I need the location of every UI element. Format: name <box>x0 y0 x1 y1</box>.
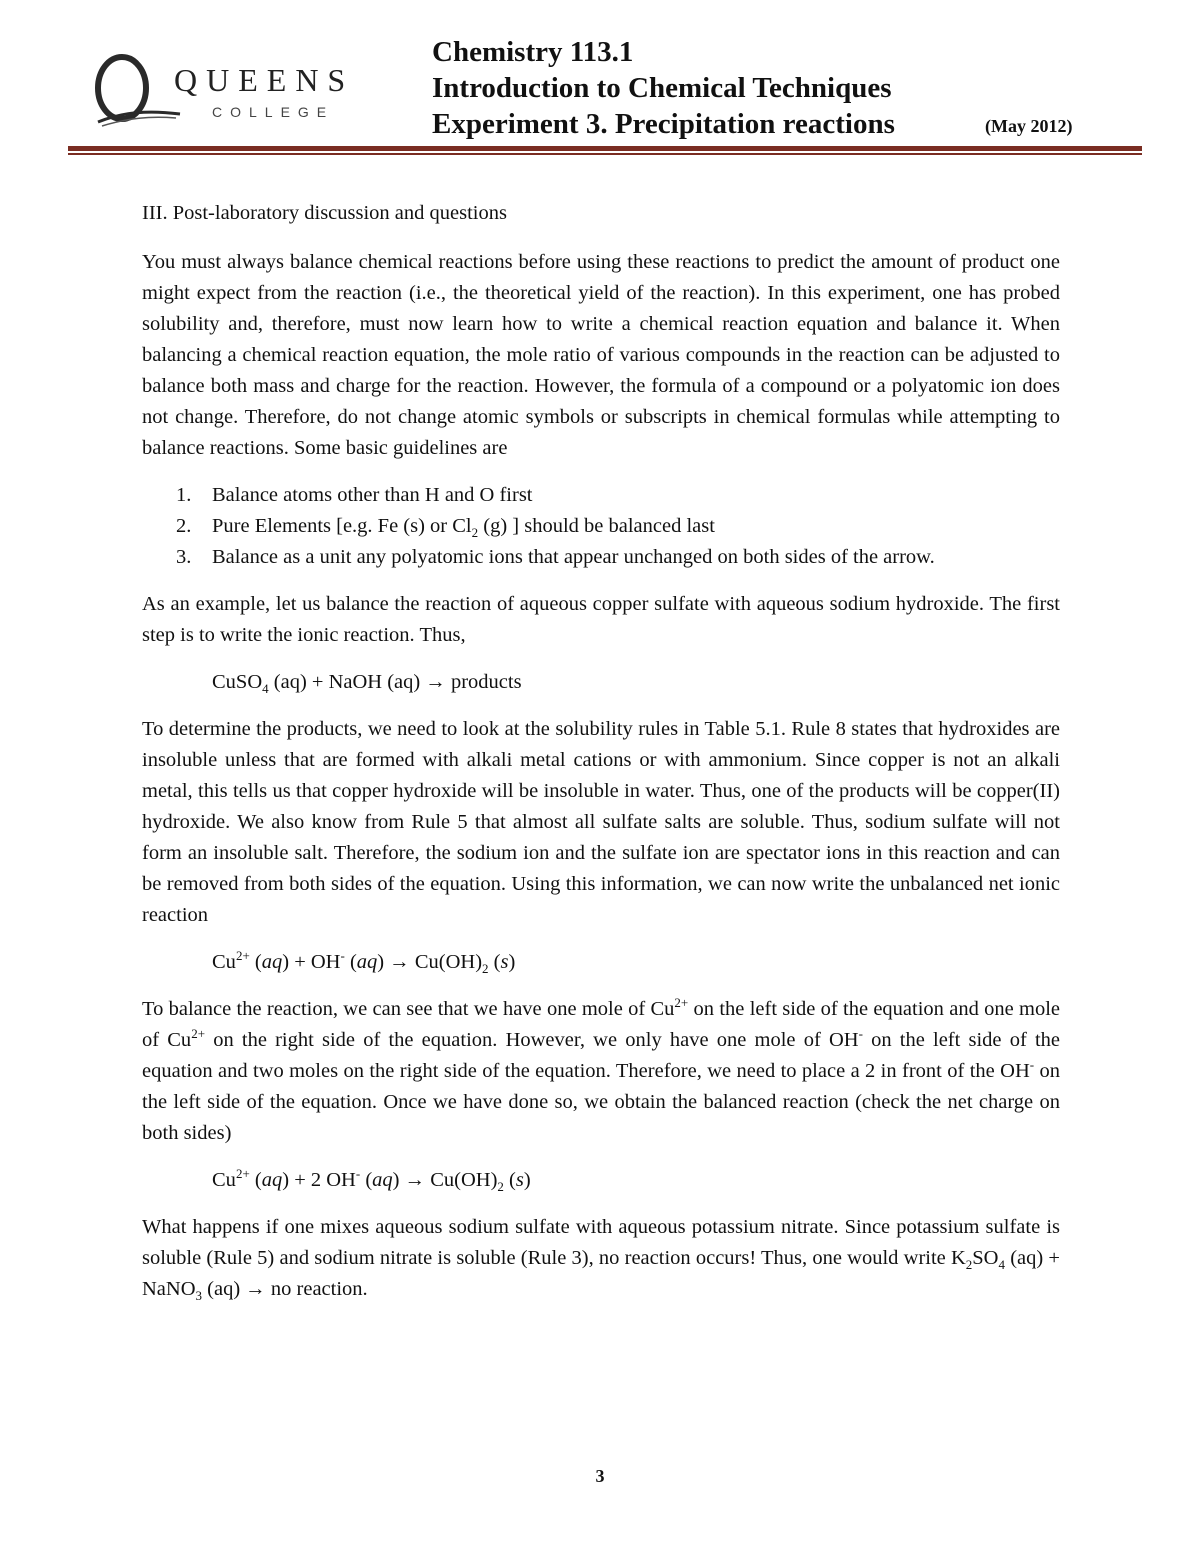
list-text: Pure Elements [e.g. Fe (s) or $Cl_2$ (g) ] should be balanced last <box>212 515 715 541</box>
section-heading: III. Post-laboratory discussion and questions <box>142 202 507 224</box>
course-subtitle: Introduction to Chemical Techniques <box>432 72 892 104</box>
balance-paragraph: To balance the reaction, we can see that we have one mole of $Cu^{2+}$ on the left side of the equation and one mole of $Cu^{2+}$ on the right side of the equation. However, we only have one mole of OH- on the left side of the equation and two moles on the right side of the equation. Therefore, we need to place a 2 in front of the OH- on the left side of the equation. Once we have done so, we obtain the balanced reaction (check the net charge on both sides) <box>142 995 1061 1144</box>
final-paragraph: What happens if one mixes aqueous sodium sulfate with aqueous potassium nitrate. Since potassium sulfate is soluble (Rule 5) and sodium nitrate is soluble (Rule 3), no reaction occurs! Thus, one would write $K_2SO_4$ (aq) + NaNO$_3$ (aq) → no reaction. <box>142 1216 1060 1304</box>
list-item <box>142 542 1060 573</box>
equation-unbalanced: $Cu^{2+}$ (aq) + OH- $(aq) \to Cu(OH)_2$ (s) <box>212 948 516 977</box>
q-swoosh-icon <box>88 52 188 136</box>
guidelines-list <box>142 480 1060 573</box>
list-text: Balance atoms other than H and O first <box>212 484 533 506</box>
document-title-block <box>432 34 895 142</box>
equation-balanced: $Cu^{2+}$ (aq) + 2 OH- $(aq) \to Cu(OH)_2$ (s) <box>212 1166 531 1195</box>
document-date: (May 2012) <box>985 116 1073 136</box>
list-number: 1. <box>176 484 192 506</box>
list-text: Balance as a unit any polyatomic ions that appear unchanged on both sides of the arrow. <box>212 546 935 568</box>
solubility-paragraph: To determine the products, we need to look at the solubility rules in Table 5.1. Rule 8 states that hydroxides are insoluble unless that are formed with alkali metal cations or with ammonium. Since copper is not an alkali metal, this tells us that copper hydroxide will be insoluble in water. Thus, one of the products will be copper(II) hydroxide. We also know from Rule 5 that almost all sulfate salts are soluble. Thus, sodium sulfate will not form an insoluble salt. Therefore, the sodium ion and the sulfate ion are spectator ions in this reaction and can be removed from both sides of the equation. Using this information, we can now write the unbalanced net ionic reaction <box>142 718 1060 926</box>
logo-queens-text: QUEENS <box>174 62 355 98</box>
header-divider-thin <box>68 153 1142 155</box>
experiment-title: Experiment 3. Precipitation reactions <box>432 108 895 140</box>
example-paragraph: As an example, let us balance the reaction of aqueous copper sulfate with aqueous sodium hydroxide. The first step is to write the ionic reaction. Thus, <box>142 593 1060 646</box>
course-title: Chemistry 113.1 <box>432 36 634 68</box>
page-number: 3 <box>595 1466 605 1486</box>
list-item <box>142 511 1060 542</box>
page-content <box>142 198 1060 1321</box>
equation-copper-sulfate: CuSO$_4$ (aq) + NaOH (aq) → products <box>212 671 522 697</box>
list-item <box>142 480 1060 511</box>
intro-paragraph: You must always balance chemical reactions before using these reactions to predict the amount of product one might expect from the reaction (i.e., the theoretical yield of the reaction). In this experiment, one has probed solubility and, therefore, must now learn how to write a chemical reaction equation and balance it. When balancing a chemical reaction equation, the mole ratio of various compounds in the reaction can be adjusted to balance both mass and charge for the reaction. However, the formula of a compound or a polyatomic ion does not change. Therefore, do not change atomic symbols or subscripts in chemical formulas while attempting to balance reactions. Some basic guidelines are <box>142 251 1060 459</box>
list-number: 3. <box>176 546 192 568</box>
logo-college-text: COLLEGE <box>212 104 335 120</box>
header-divider-thick <box>68 146 1142 151</box>
queens-college-logo <box>88 52 378 132</box>
list-number: 2. <box>176 515 192 537</box>
